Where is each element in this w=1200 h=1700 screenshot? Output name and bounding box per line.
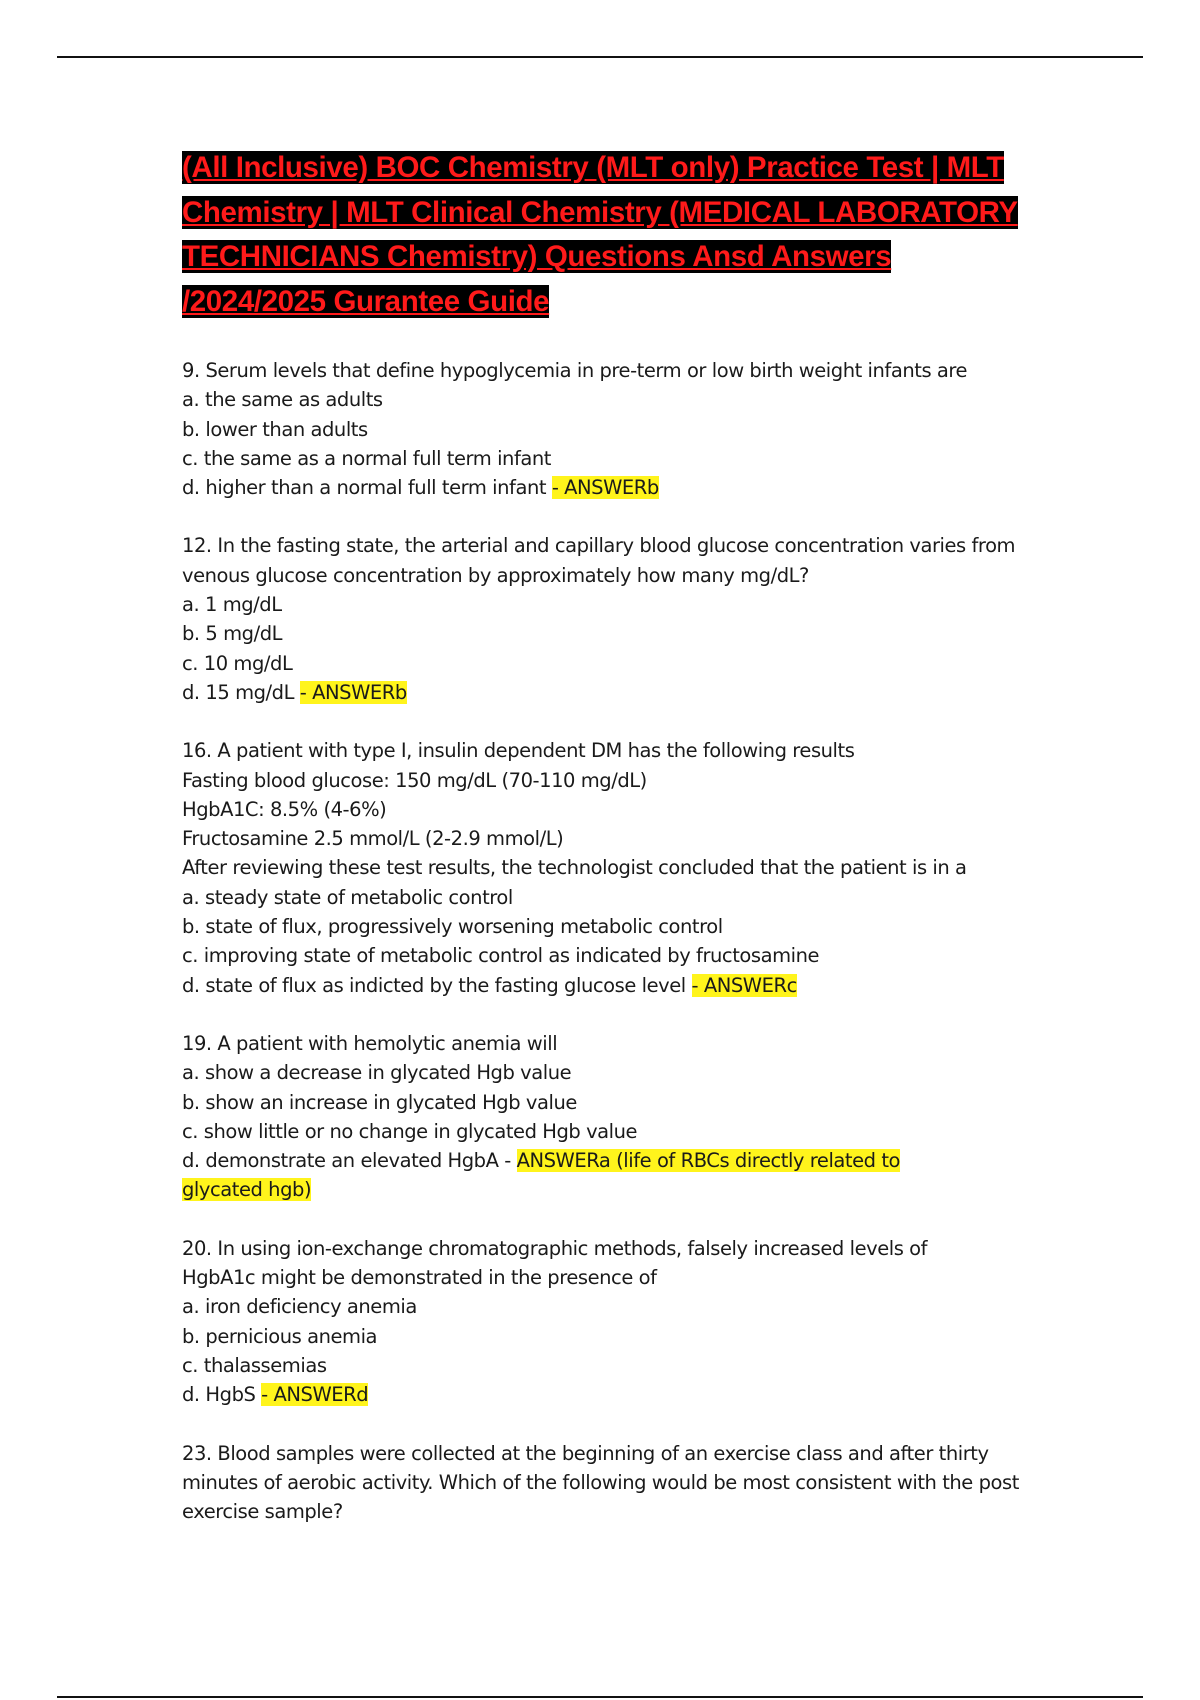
- question-stem: 16. A patient with type I, insulin dependent DM has the following results: [182, 739, 855, 763]
- option-c: c. the same as a normal full term infant: [182, 446, 551, 470]
- question-stem: 12. In the fasting state, the arterial and capillary blood glucose concentration varies from venous glucose concentration by approximately how many mg/dL?: [182, 534, 1016, 587]
- question-stem: 20. In using ion-exchange chromatographic methods, falsely increased levels of HgbA1c might be demonstrated in the presence of: [182, 1236, 928, 1290]
- result-hgba1c: HgbA1C: 8.5% (4-6%): [182, 797, 387, 821]
- option-d-text: d. demonstrate an elevated HgbA -: [182, 1149, 511, 1173]
- option-c: c. 10 mg/dL: [182, 651, 293, 675]
- option-d-text: d. 15 mg/dL: [182, 680, 295, 704]
- bottom-rule: [57, 1696, 1143, 1698]
- question-stem: 23. Blood samples were collected at the beginning of an exercise class and after thirty minutes of aerobic activity. Which of the following would be most consistent with the post exercise sample?: [182, 1441, 1019, 1524]
- option-c: c. thalassemias: [182, 1353, 327, 1377]
- option-d: [182, 971, 1042, 1000]
- option-d: [182, 1146, 942, 1205]
- option-b: b. 5 mg/dL: [182, 622, 283, 646]
- option-b: b. pernicious anemia: [182, 1324, 378, 1348]
- option-d: [182, 1380, 1042, 1409]
- question-stem: 9. Serum levels that define hypoglycemia in pre-term or low birth weight infants are: [182, 359, 968, 382]
- question-16: [182, 736, 1042, 1000]
- option-c: c. improving state of metabolic control as indicated by fructosamine: [182, 944, 820, 968]
- answer-highlight: - ANSWERb: [299, 680, 407, 704]
- option-b: b. state of flux, progressively worsening metabolic control: [182, 915, 723, 939]
- question-prompt: After reviewing these test results, the technologist concluded that the patient is in a: [182, 856, 967, 880]
- question-19: [182, 1029, 1042, 1205]
- document-body: [182, 146, 1042, 1555]
- option-d-text: d. higher than a normal full term infant: [182, 476, 547, 500]
- question-12: [182, 531, 1042, 707]
- top-rule: [57, 56, 1143, 58]
- option-a: a. show a decrease in glycated Hgb value: [182, 1061, 572, 1085]
- question-23: [182, 1439, 1042, 1527]
- option-d: [182, 473, 1042, 502]
- option-d: [182, 678, 1042, 707]
- result-fasting-glucose: Fasting blood glucose: 150 mg/dL (70-110 mg/dL): [182, 768, 647, 792]
- option-d-text: d. HgbS: [182, 1383, 256, 1407]
- answer-highlight: - ANSWERc: [691, 973, 797, 997]
- answer-highlight: ANSWERa (life of RBCs directly related to glycated hgb): [182, 1149, 901, 1202]
- option-a: a. iron deficiency anemia: [182, 1295, 417, 1319]
- answer-highlight: - ANSWERb: [551, 476, 659, 500]
- option-a: a. the same as adults: [182, 388, 383, 412]
- option-d-text: d. state of flux as indicted by the fasting glucose level: [182, 973, 686, 997]
- question-20: [182, 1234, 1042, 1410]
- document-title: [182, 146, 1042, 324]
- option-b: b. lower than adults: [182, 417, 368, 441]
- result-fructosamine: Fructosamine 2.5 mmol/L (2-2.9 mmol/L): [182, 827, 564, 851]
- title-text: (All Inclusive) BOC Chemistry (MLT only) Practice Test | MLT Chemistry | MLT Clinical Chemistry (MEDICAL LABORATORY TECHNICIANS Chemistry) Questions Ansd Answers /2024/2025 Gurantee Guide: [182, 151, 1018, 318]
- question-stem: 19. A patient with hemolytic anemia will: [182, 1031, 558, 1055]
- option-a: a. 1 mg/dL: [182, 593, 282, 617]
- option-c: c. show little or no change in glycated Hgb value: [182, 1119, 638, 1143]
- option-b: b. show an increase in glycated Hgb value: [182, 1090, 577, 1114]
- option-a: a. steady state of metabolic control: [182, 885, 513, 909]
- answer-highlight: - ANSWERd: [261, 1383, 369, 1407]
- question-9: [182, 356, 1042, 502]
